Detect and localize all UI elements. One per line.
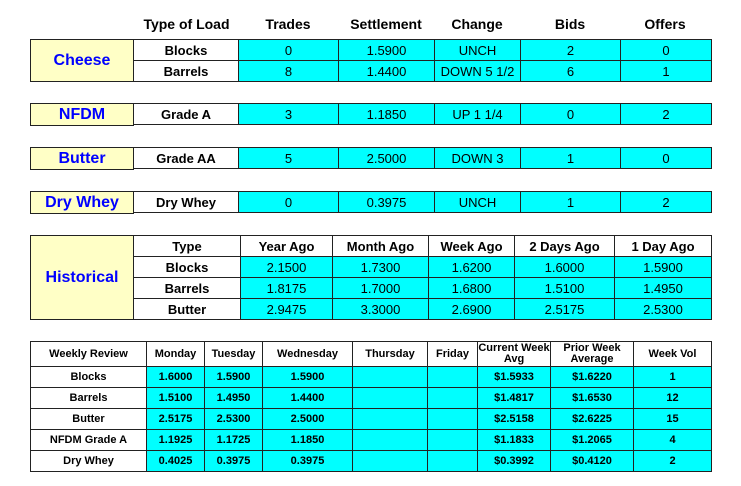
cheese-table xyxy=(133,39,712,82)
value-cell: $1.6220 xyxy=(551,367,634,388)
value-cell xyxy=(428,451,478,472)
trades-cell: 0 xyxy=(239,40,339,61)
value-cell xyxy=(353,388,428,409)
row-label: Grade A xyxy=(134,104,239,125)
historical-table xyxy=(133,235,712,320)
value-cell xyxy=(428,367,478,388)
table-row xyxy=(134,192,712,213)
value-cell: $0.4120 xyxy=(551,451,634,472)
value-cell: 2.5175 xyxy=(147,409,205,430)
column-header: Week Vol xyxy=(634,342,712,367)
column-header: 2 Days Ago xyxy=(515,236,615,257)
change-cell: DOWN 3 xyxy=(435,148,521,169)
trades-cell: 8 xyxy=(239,61,339,82)
table-row xyxy=(134,278,712,299)
value-cell: 1 xyxy=(634,367,712,388)
change-cell: UNCH xyxy=(435,40,521,61)
dry-whey-table xyxy=(133,191,712,213)
value-cell xyxy=(428,388,478,409)
value-cell: $1.2065 xyxy=(551,430,634,451)
nfdm-label: NFDM xyxy=(30,103,134,126)
row-label: Butter xyxy=(134,299,241,320)
settlement-cell: 1.4400 xyxy=(339,61,435,82)
row-label: Blocks xyxy=(31,367,147,388)
table-row xyxy=(31,367,712,388)
historical-header-row xyxy=(134,236,712,257)
value-cell xyxy=(353,430,428,451)
value-cell: 1.7300 xyxy=(333,257,429,278)
column-header: Month Ago xyxy=(333,236,429,257)
column-header: Year Ago xyxy=(241,236,333,257)
value-cell: 2.5300 xyxy=(615,299,712,320)
historical-label: Historical xyxy=(30,235,134,320)
column-header: Wednesday xyxy=(263,342,353,367)
offers-cell: 0 xyxy=(621,148,712,169)
table-row xyxy=(31,451,712,472)
change-cell: UP 1 1/4 xyxy=(435,104,521,125)
value-cell: 0.4025 xyxy=(147,451,205,472)
value-cell: 1.4950 xyxy=(615,278,712,299)
butter-label: Butter xyxy=(30,147,134,170)
value-cell: $2.6225 xyxy=(551,409,634,430)
value-cell: $1.1833 xyxy=(478,430,551,451)
column-header: Friday xyxy=(428,342,478,367)
cheese-label: Cheese xyxy=(30,39,134,82)
value-cell xyxy=(428,409,478,430)
value-cell: 15 xyxy=(634,409,712,430)
value-cell xyxy=(353,367,428,388)
value-cell: $2.5158 xyxy=(478,409,551,430)
value-cell: 1.6200 xyxy=(429,257,515,278)
value-cell: 3.3000 xyxy=(333,299,429,320)
offers-cell: 2 xyxy=(621,192,712,213)
row-label: NFDM Grade A xyxy=(31,430,147,451)
header-type-of-load: Type of Load xyxy=(143,16,230,32)
row-label: Butter xyxy=(31,409,147,430)
row-label: Blocks xyxy=(134,40,239,61)
column-header: Tuesday xyxy=(205,342,263,367)
row-label: Grade AA xyxy=(134,148,239,169)
value-cell: 1.1850 xyxy=(263,430,353,451)
value-cell: 1.5900 xyxy=(263,367,353,388)
row-label: Barrels xyxy=(134,61,239,82)
trades-cell: 5 xyxy=(239,148,339,169)
row-label: Dry Whey xyxy=(134,192,239,213)
column-header: Monday xyxy=(147,342,205,367)
column-header: Current Week Avg xyxy=(478,342,550,365)
value-cell: 0.3975 xyxy=(205,451,263,472)
value-cell: 4 xyxy=(634,430,712,451)
offers-cell: 0 xyxy=(621,40,712,61)
bids-cell: 2 xyxy=(521,40,621,61)
value-cell xyxy=(353,409,428,430)
trades-cell: 0 xyxy=(239,192,339,213)
table-row xyxy=(134,299,712,320)
value-cell: 1.4400 xyxy=(263,388,353,409)
value-cell: 1.1925 xyxy=(147,430,205,451)
column-header: 1 Day Ago xyxy=(615,236,712,257)
table-row xyxy=(134,148,712,169)
value-cell: $0.3992 xyxy=(478,451,551,472)
value-cell: 12 xyxy=(634,388,712,409)
value-cell: 2.5175 xyxy=(515,299,615,320)
row-label: Dry Whey xyxy=(31,451,147,472)
settlement-cell: 0.3975 xyxy=(339,192,435,213)
value-cell: $1.5933 xyxy=(478,367,551,388)
value-cell: 2.1500 xyxy=(241,257,333,278)
value-cell: 1.5900 xyxy=(205,367,263,388)
value-cell xyxy=(428,430,478,451)
table-row xyxy=(31,430,712,451)
nfdm-table xyxy=(133,103,712,125)
column-header: Weekly Review xyxy=(31,342,147,367)
value-cell: 2.9475 xyxy=(241,299,333,320)
header-offers: Offers xyxy=(644,16,686,32)
value-cell: 2.5300 xyxy=(205,409,263,430)
dry-whey-label: Dry Whey xyxy=(30,191,134,214)
value-cell: $1.6530 xyxy=(551,388,634,409)
value-cell: 1.7000 xyxy=(333,278,429,299)
value-cell: 2 xyxy=(634,451,712,472)
offers-cell: 2 xyxy=(621,104,712,125)
settlement-cell: 1.5900 xyxy=(339,40,435,61)
row-label: Blocks xyxy=(134,257,241,278)
value-cell: 1.6000 xyxy=(515,257,615,278)
value-cell: 2.5000 xyxy=(263,409,353,430)
change-cell: DOWN 5 1/2 xyxy=(435,61,521,82)
settlement-cell: 1.1850 xyxy=(339,104,435,125)
row-label: Barrels xyxy=(31,388,147,409)
value-cell: 1.6800 xyxy=(429,278,515,299)
change-cell: UNCH xyxy=(435,192,521,213)
value-cell: 1.8175 xyxy=(241,278,333,299)
offers-cell: 1 xyxy=(621,61,712,82)
table-row xyxy=(31,409,712,430)
table-row xyxy=(134,257,712,278)
value-cell: 1.6000 xyxy=(147,367,205,388)
row-label: Barrels xyxy=(134,278,241,299)
header-change: Change xyxy=(451,16,503,32)
table-row xyxy=(134,40,712,61)
bids-cell: 0 xyxy=(521,104,621,125)
value-cell: 1.5100 xyxy=(147,388,205,409)
header-bids: Bids xyxy=(554,16,586,32)
column-header: Prior Week Average xyxy=(551,342,634,367)
weekly-review-table xyxy=(30,341,712,472)
header-trades: Trades xyxy=(265,16,311,32)
column-header: Type xyxy=(134,236,241,257)
column-header: Thursday xyxy=(353,342,428,367)
value-cell: 1.5100 xyxy=(515,278,615,299)
table-row xyxy=(31,388,712,409)
trades-cell: 3 xyxy=(239,104,339,125)
value-cell: 1.4950 xyxy=(205,388,263,409)
value-cell xyxy=(353,451,428,472)
value-cell: 0.3975 xyxy=(263,451,353,472)
value-cell: 2.6900 xyxy=(429,299,515,320)
value-cell: $1.4817 xyxy=(478,388,551,409)
table-row xyxy=(134,104,712,125)
header-settlement: Settlement xyxy=(350,16,422,32)
column-header: Week Ago xyxy=(429,236,515,257)
bids-cell: 1 xyxy=(521,148,621,169)
settlement-cell: 2.5000 xyxy=(339,148,435,169)
value-cell: 1.1725 xyxy=(205,430,263,451)
weekly-header-row xyxy=(31,342,712,367)
value-cell: 1.5900 xyxy=(615,257,712,278)
table-row xyxy=(134,61,712,82)
butter-table xyxy=(133,147,712,169)
bids-cell: 1 xyxy=(521,192,621,213)
bids-cell: 6 xyxy=(521,61,621,82)
